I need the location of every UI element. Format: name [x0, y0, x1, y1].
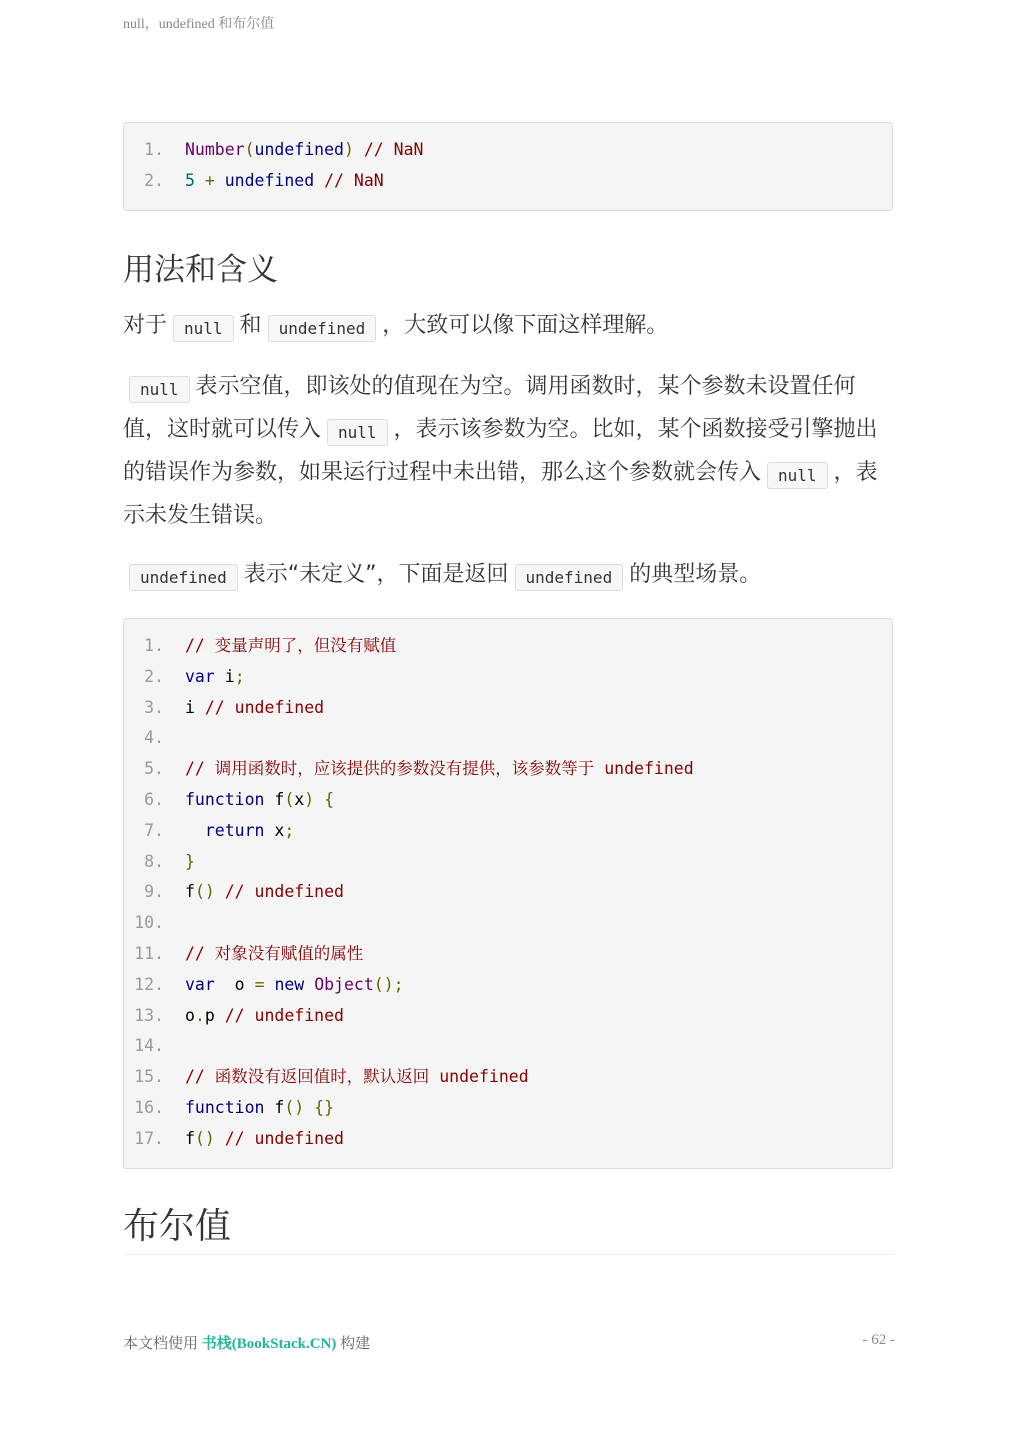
code-token: function: [185, 1098, 265, 1117]
code-block-1: [123, 122, 893, 211]
code-token: .: [194, 1005, 205, 1025]
code-token: // 对象没有赋值的属性: [185, 944, 364, 963]
code-token: [215, 882, 225, 901]
code-line: [124, 1092, 892, 1123]
code-text: [185, 784, 334, 815]
code-line: [124, 907, 892, 938]
code-token: i: [214, 666, 235, 686]
undefined-text-1: 表示“未定义”，下面是返回: [243, 562, 509, 587]
code-token: ();: [373, 974, 404, 994]
null-paragraph: [123, 366, 895, 537]
code-token: [185, 821, 205, 840]
code-line: [124, 784, 892, 815]
line-number: 1.: [144, 636, 164, 655]
line-number: 4.: [144, 728, 164, 748]
footer-prefix: 本文档使用: [123, 1336, 199, 1352]
code-token: // NaN: [324, 170, 384, 190]
running-header: null，undefined 和布尔值: [123, 17, 275, 32]
line-number: 15.: [134, 1067, 164, 1087]
code-text: [185, 1092, 334, 1123]
footer-suffix: 构建: [340, 1336, 371, 1352]
code-token: // 函数没有返回值时，默认返回 undefined: [185, 1067, 529, 1087]
code-line: [124, 661, 892, 692]
code-line: [124, 630, 892, 661]
code-token: [215, 1129, 225, 1148]
page-number: - 62 -: [862, 1332, 895, 1348]
code-token: ): [304, 790, 315, 809]
code-token: [195, 171, 205, 190]
code-token: f: [264, 1098, 285, 1117]
inline-code-null: null: [767, 462, 828, 489]
code-token: // undefined: [204, 697, 325, 717]
inline-code-undefined: undefined: [515, 564, 624, 591]
line-number: 17.: [134, 1128, 164, 1148]
code-token: undefined: [224, 170, 315, 190]
heading-usage: 用法和含义: [123, 252, 278, 288]
line-number: 2.: [144, 170, 164, 190]
code-token: f: [185, 882, 195, 902]
code-token: p: [204, 1005, 225, 1025]
code-token: // undefined: [224, 1005, 344, 1025]
code-text: [185, 753, 694, 784]
code-token: (): [194, 882, 215, 902]
heading-divider: [123, 1254, 895, 1255]
line-number: 2.: [144, 666, 164, 686]
code-token: // undefined: [224, 1128, 344, 1148]
footer-bookstack-link[interactable]: 书栈(BookStack.CN): [201, 1336, 337, 1352]
undefined-text-2: 的典型场景。: [629, 562, 762, 587]
inline-code-undefined: undefined: [268, 315, 377, 342]
line-number: 8.: [144, 851, 164, 871]
null-text-3: ，表示未发生错误。: [123, 460, 878, 528]
code-token: {}: [314, 1098, 335, 1117]
line-number: 7.: [144, 820, 164, 840]
code-token: (: [284, 790, 295, 809]
code-token: {: [324, 790, 335, 809]
code-line: [124, 165, 892, 196]
code-line: [124, 815, 892, 846]
code-token: Object: [314, 974, 374, 994]
line-number: 9.: [144, 882, 164, 902]
inline-code-null: null: [327, 419, 388, 446]
undefined-paragraph: [123, 554, 895, 597]
code-token: Number: [185, 140, 245, 159]
code-line: [124, 1061, 892, 1092]
code-token: x: [264, 820, 285, 840]
intro-text-3: ，大致可以像下面这样理解。: [382, 313, 669, 338]
inline-code-undefined: undefined: [129, 564, 238, 591]
heading-boolean: 布尔值: [123, 1206, 232, 1247]
code-token: function: [185, 790, 265, 809]
line-number: 16.: [134, 1098, 164, 1117]
code-token: [304, 1098, 314, 1117]
code-text: [185, 1061, 529, 1092]
code-token: 5: [185, 170, 195, 190]
code-text: [185, 165, 384, 196]
inline-code-null: null: [173, 315, 234, 342]
code-token: [265, 975, 275, 994]
line-number: 3.: [144, 697, 164, 717]
code-block-2: [123, 618, 893, 1169]
code-token: // 变量声明了，但没有赋值: [185, 636, 397, 655]
code-token: (: [244, 140, 255, 159]
code-text: [185, 692, 324, 723]
code-line: [124, 1123, 892, 1154]
code-token: +: [204, 170, 215, 190]
code-token: ;: [234, 666, 245, 686]
code-token: // NaN: [363, 140, 424, 159]
code-token: x: [294, 790, 305, 809]
code-token: // 调用函数时，应该提供的参数没有提供，该参数等于 undefined: [185, 759, 694, 779]
code-token: }: [185, 851, 195, 871]
code-token: [304, 975, 314, 994]
code-token: // undefined: [224, 882, 344, 902]
code-text: [185, 134, 423, 165]
code-token: =: [254, 974, 265, 994]
code-text: [185, 630, 396, 661]
code-line: [124, 1030, 892, 1061]
intro-text-2: 和: [239, 313, 262, 338]
null-text-1: 表示空值，即该处的值现在为空。调用函数时，某个参数未设置任何值，这时就可以传入: [123, 374, 856, 442]
code-text: [185, 969, 404, 1000]
code-text: [185, 1000, 344, 1031]
null-text-2: ，表示该参数为空。比如，某个函数接受引擎抛出的错误作为参数，如果运行过程中未出错，那么这个参数就会传入: [123, 417, 878, 485]
line-number: 10.: [134, 913, 164, 933]
code-line: [124, 938, 892, 969]
code-token: ): [343, 140, 354, 159]
code-token: [314, 790, 324, 809]
code-text: [185, 876, 344, 907]
line-number: 6.: [144, 790, 164, 809]
code-text: [185, 846, 195, 877]
code-token: i: [185, 697, 205, 717]
code-token: undefined: [254, 140, 344, 159]
code-token: o: [214, 974, 255, 994]
code-token: ;: [284, 820, 295, 840]
intro-text-1: 对于: [123, 313, 168, 338]
code-token: [314, 171, 324, 190]
line-number: 1.: [144, 140, 164, 159]
code-token: (): [284, 1098, 305, 1117]
footer-credit: [123, 1332, 370, 1353]
code-token: f: [185, 1128, 195, 1148]
line-number: 5.: [144, 759, 164, 779]
inline-code-null: null: [129, 376, 190, 403]
intro-paragraph: [123, 305, 895, 348]
code-token: o: [185, 1005, 195, 1025]
code-text: [185, 938, 363, 969]
code-token: var: [185, 974, 215, 994]
code-token: [354, 140, 364, 159]
code-line: [124, 846, 892, 877]
line-number: 13.: [134, 1005, 164, 1025]
code-line: [124, 692, 892, 723]
line-number: 14.: [134, 1036, 164, 1056]
code-line: [124, 134, 892, 165]
code-token: f: [264, 790, 285, 809]
code-line: [124, 1000, 892, 1031]
line-number: 12.: [134, 974, 164, 994]
code-text: [185, 661, 245, 692]
code-line: [124, 722, 892, 753]
code-token: return: [204, 820, 265, 840]
code-line: [124, 969, 892, 1000]
code-line: [124, 753, 892, 784]
code-token: [215, 171, 225, 190]
code-text: [185, 1123, 344, 1154]
line-number: 11.: [134, 944, 164, 963]
code-token: new: [274, 974, 305, 994]
code-line: [124, 876, 892, 907]
code-token: (): [194, 1128, 215, 1148]
code-text: [185, 815, 294, 846]
code-token: var: [185, 666, 215, 686]
